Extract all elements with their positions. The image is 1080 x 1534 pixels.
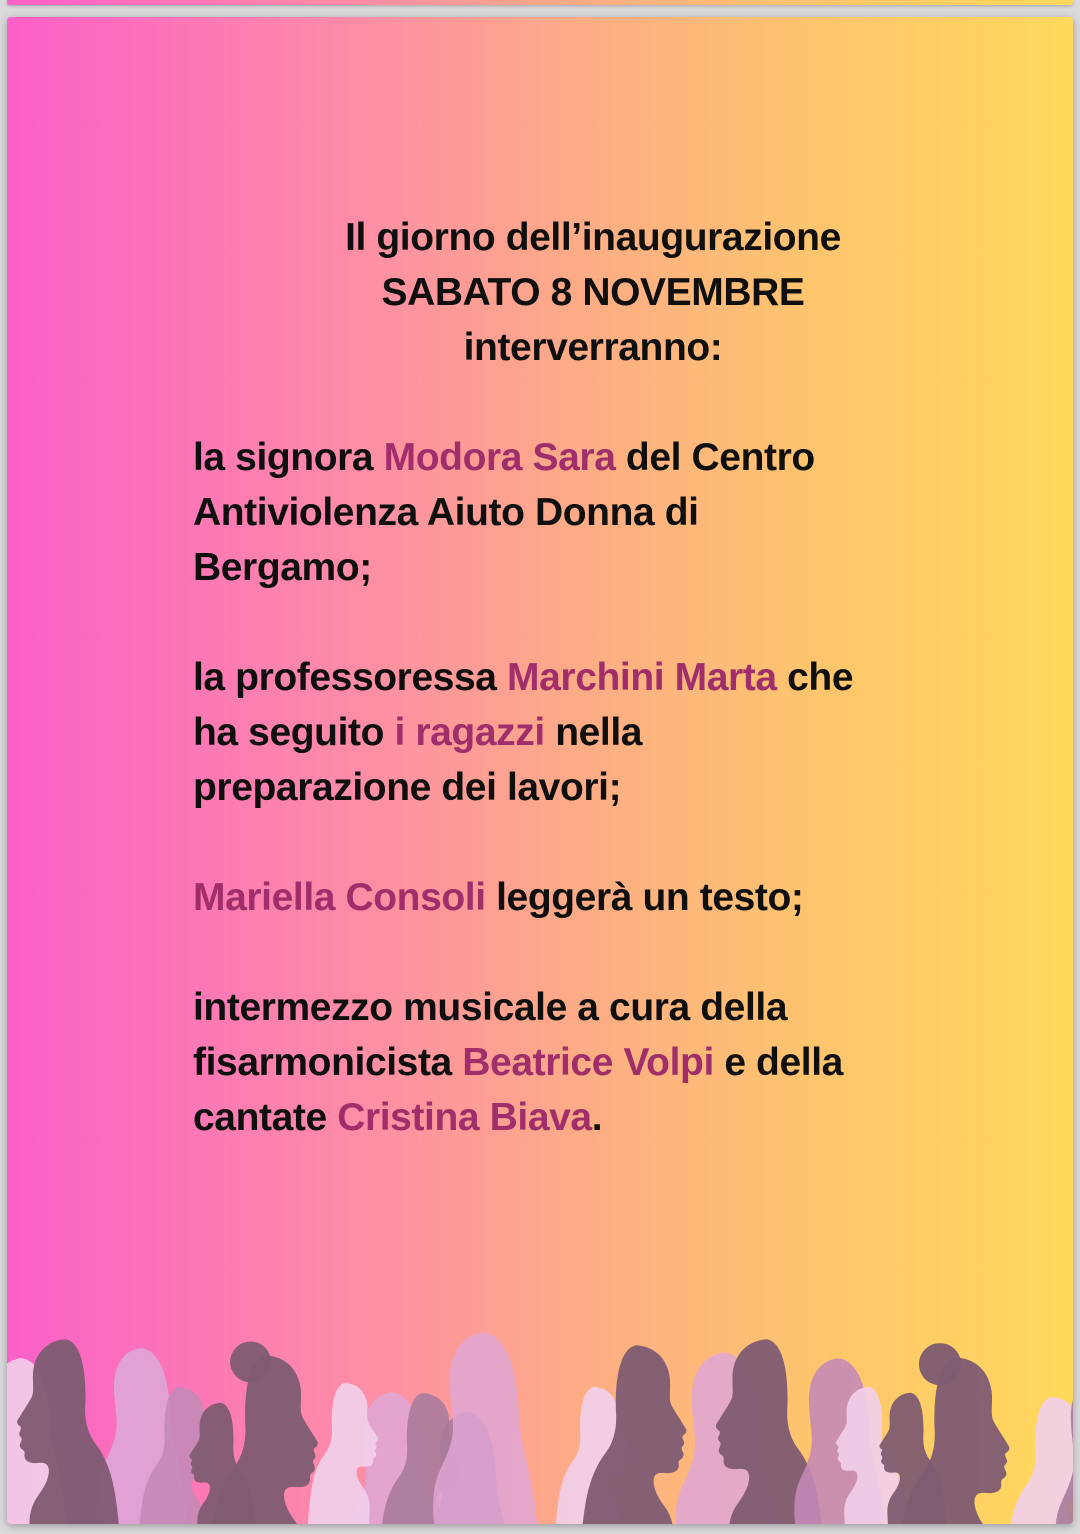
women-silhouettes-illustration — [7, 1294, 1073, 1524]
text-run: preparazione dei lavori; — [193, 766, 622, 809]
text-run: del Centro — [615, 436, 815, 479]
text-run: Antiviolenza Aiuto Donna di — [193, 491, 699, 534]
text-run: fisarmonicista — [193, 1041, 463, 1084]
speaker-name: Mariella Consoli — [193, 876, 486, 919]
text-run: leggerà un testo; — [485, 876, 804, 919]
speaker-name: Marchini Marta — [507, 656, 777, 699]
text-run: cantate — [193, 1096, 338, 1139]
text-run: che — [776, 656, 854, 699]
paragraph-speaker-3 — [193, 870, 993, 925]
highlight-text: i ragazzi — [394, 711, 545, 754]
musician-name: Beatrice Volpi — [462, 1041, 714, 1084]
text-run: . — [591, 1096, 603, 1139]
poster-page — [7, 17, 1073, 1524]
header-line-3: interverranno: — [463, 326, 723, 369]
text-run: Bergamo; — [193, 546, 372, 589]
singer-name: Cristina Biava — [337, 1096, 592, 1139]
poster-text — [7, 17, 1073, 1145]
paragraph-speaker-2 — [193, 650, 993, 815]
text-run: e della — [713, 1041, 843, 1084]
text-run: ha seguito — [193, 711, 395, 754]
header-line-2: SABATO 8 NOVEMBRE — [381, 271, 805, 314]
previous-page-edge — [7, 0, 1073, 5]
text-run: la signora — [193, 436, 384, 479]
paragraph-speaker-1 — [193, 430, 993, 595]
text-run: nella — [544, 711, 643, 754]
text-run: intermezzo musicale a cura della — [193, 986, 788, 1029]
speaker-name: Modora Sara — [383, 436, 616, 479]
poster-header — [193, 210, 993, 375]
paragraph-music — [193, 980, 993, 1145]
silhouette-figure — [307, 1383, 378, 1524]
text-run: la professoressa — [193, 656, 508, 699]
header-line-1: Il giorno dell’inaugurazione — [345, 216, 841, 259]
